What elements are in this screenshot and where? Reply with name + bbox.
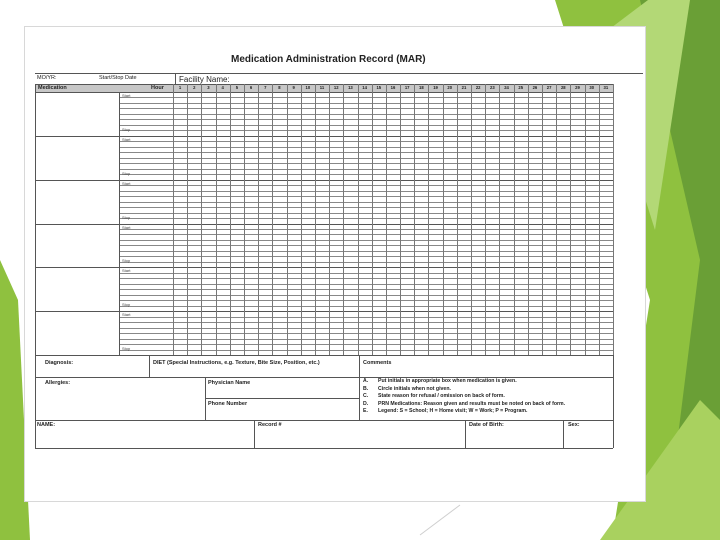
instruction-letter: D.	[363, 400, 369, 407]
instruction-text: Legend: S = School; H = Home visit; W = Work; P = Program.	[378, 408, 528, 415]
sub-row-line	[119, 350, 613, 351]
day-number: 11	[319, 84, 325, 90]
day-column-line	[428, 84, 429, 355]
day-column-line	[187, 84, 188, 355]
day-number: 15	[376, 84, 382, 90]
day-column-line	[528, 84, 529, 355]
sub-row-line	[119, 245, 613, 246]
day-column-line	[400, 84, 401, 355]
day-number: 6	[249, 84, 253, 90]
start-label: Start	[122, 268, 131, 274]
sub-row-line	[119, 147, 613, 148]
instruction-item	[363, 409, 527, 414]
day-number: 23	[490, 84, 495, 90]
lower-section-divider	[149, 355, 150, 377]
day-column-line	[372, 84, 373, 355]
sub-row-line	[119, 196, 613, 197]
mo-yr-label: MO/YR:	[37, 75, 57, 81]
physician-name-label: Physician Name	[208, 380, 251, 386]
day-column-line	[414, 84, 415, 355]
day-number: 24	[504, 84, 509, 90]
day-number: 4	[221, 84, 224, 90]
thin-shard-line	[420, 505, 460, 535]
stop-label: Stop	[122, 346, 131, 351]
sub-row-line	[119, 141, 613, 142]
day-number: 5	[235, 84, 239, 90]
physician-phone-line	[205, 398, 359, 399]
sub-row-line	[119, 114, 613, 115]
sub-row-line	[119, 333, 613, 334]
sub-row-line	[119, 339, 613, 340]
day-column-line	[216, 84, 217, 355]
stop-label: Stop	[122, 258, 131, 264]
sub-row-line	[119, 278, 613, 279]
day-number: 1	[178, 84, 182, 90]
lower-section-divider	[205, 377, 206, 420]
day-column-line	[301, 84, 302, 355]
stop-label: Stop	[122, 214, 131, 220]
day-number: 31	[603, 84, 609, 90]
sub-row-line	[119, 289, 613, 290]
instruction-item	[363, 387, 451, 392]
day-number: 10	[305, 84, 311, 90]
sub-row-line	[119, 295, 613, 296]
lower-section-divider	[563, 420, 564, 448]
sub-row-line	[119, 185, 613, 186]
diagnosis-label: Diagnosis:	[45, 360, 74, 366]
sub-row-line	[119, 251, 613, 252]
day-column-line	[457, 84, 458, 355]
day-column-line	[329, 84, 330, 355]
day-number: 22	[475, 84, 481, 90]
instruction-text: Put initials in appropriate box when medication is given.	[378, 378, 517, 384]
sub-row-line	[119, 322, 613, 323]
sub-row-line	[119, 191, 613, 192]
day-number: 13	[348, 84, 353, 90]
medication-grid	[25, 27, 647, 503]
sub-row-line	[119, 207, 613, 208]
sub-row-line	[119, 158, 613, 159]
instruction-item	[363, 394, 505, 399]
hour-header: Hour	[151, 84, 164, 91]
day-column-line	[556, 84, 557, 355]
day-number: 21	[461, 84, 467, 90]
day-number: 9	[292, 84, 295, 90]
facility-name-label: Facility Name:	[179, 75, 230, 84]
day-column-line	[272, 84, 273, 355]
day-column-line	[443, 84, 444, 355]
day-column-line	[599, 84, 600, 355]
day-number: 30	[589, 84, 595, 90]
instruction-letter: C.	[363, 393, 369, 400]
name-label: NAME:	[37, 422, 56, 428]
mar-form-sheet	[24, 26, 646, 502]
sub-row-line	[119, 163, 613, 164]
instruction-item	[363, 402, 565, 407]
day-column-line	[386, 84, 387, 355]
day-number: 17	[404, 84, 410, 90]
sub-row-line	[119, 284, 613, 285]
lower-section-divider	[613, 355, 614, 448]
sub-row-line	[119, 306, 613, 307]
start-label: Start	[122, 93, 131, 98]
day-number: 14	[362, 84, 367, 90]
sub-row-line	[119, 234, 613, 235]
day-column-line	[585, 84, 586, 355]
phone-number-label: Phone Number	[208, 401, 248, 407]
day-number: 28	[560, 84, 566, 90]
sex-label: Sex:	[568, 422, 580, 428]
instruction-text: PRN Medications: Reason given and results must be noted on back of form.	[378, 400, 566, 407]
day-column-line	[343, 84, 344, 355]
day-number: 25	[518, 84, 524, 90]
lower-section-line	[35, 355, 613, 356]
day-column-line	[287, 84, 288, 355]
day-number: 20	[447, 84, 453, 90]
sub-row-line	[119, 240, 613, 241]
lower-section-divider	[359, 355, 360, 420]
stop-label: Stop	[122, 170, 131, 176]
instruction-letter: E.	[363, 408, 368, 415]
lower-section-line	[35, 448, 613, 449]
sub-row-line	[119, 152, 613, 153]
sub-row-line	[119, 256, 613, 257]
sub-row-line	[119, 97, 613, 98]
day-column-line	[358, 84, 359, 355]
day-number: 19	[433, 84, 438, 90]
lower-section-line	[35, 377, 613, 378]
lower-section-divider	[35, 355, 36, 448]
sub-row-line	[119, 344, 613, 345]
instruction-letter: A.	[363, 378, 369, 384]
start-label: Start	[122, 224, 131, 230]
day-number: 26	[532, 84, 538, 90]
sub-row-line	[119, 103, 613, 104]
instruction-text: Circle initials when not given.	[378, 385, 451, 392]
day-column-line	[201, 84, 202, 355]
sub-row-line	[119, 213, 613, 214]
instructions-list	[363, 379, 613, 419]
day-number: 16	[390, 84, 396, 90]
day-number: 27	[546, 84, 552, 90]
stop-label: Stop	[122, 126, 131, 132]
day-column-line	[542, 84, 543, 355]
day-column-line	[514, 84, 515, 355]
day-column-line	[230, 84, 231, 355]
lower-section-divider	[465, 420, 466, 448]
sub-row-line	[119, 202, 613, 203]
sub-row-line	[119, 169, 613, 170]
day-number: 18	[419, 84, 424, 90]
day-number: 2	[193, 84, 196, 90]
comments-label: Comments	[363, 360, 392, 366]
allergies-label: Allergies:	[45, 380, 71, 386]
lower-section-divider	[254, 420, 255, 448]
sub-row-line	[119, 328, 613, 329]
sub-row-line	[119, 125, 613, 126]
day-number: 7	[264, 84, 267, 90]
medication-header: Medication	[38, 84, 67, 91]
day-number: 29	[575, 84, 580, 90]
record-number-label: Record #	[258, 422, 282, 428]
sub-row-line	[119, 229, 613, 230]
stop-label: Stop	[122, 302, 131, 308]
start-label: Start	[122, 180, 131, 186]
start-label: Start	[122, 136, 131, 142]
date-of-birth-label: Date of Birth:	[469, 422, 504, 428]
day-number: 12	[333, 84, 339, 90]
instruction-text: State reason for refusal / omission on back of form.	[378, 393, 505, 400]
day-column-line	[499, 84, 500, 355]
grid-left-border	[35, 84, 36, 355]
day-column-line	[613, 84, 614, 355]
day-number: 3	[207, 84, 210, 90]
medication-column-divider	[119, 92, 120, 355]
day-column-line	[570, 84, 571, 355]
instruction-item	[363, 379, 517, 384]
sub-row-line	[119, 273, 613, 274]
day-column-line	[315, 84, 316, 355]
day-column-line	[173, 84, 174, 355]
day-column-line	[244, 84, 245, 355]
day-column-line	[471, 84, 472, 355]
day-number: 8	[278, 84, 281, 90]
start-label: Start	[122, 312, 131, 318]
header-top-line	[35, 84, 613, 85]
sub-row-line	[119, 317, 613, 318]
sub-row-line	[119, 108, 613, 109]
day-column-line	[485, 84, 486, 355]
day-column-line	[258, 84, 259, 355]
sub-row-line	[119, 119, 613, 120]
lower-section-line	[35, 420, 613, 421]
sub-row-line	[119, 300, 613, 301]
sub-row-line	[119, 262, 613, 263]
diet-label: DIET (Special Instructions, e.g. Texture, Bite Size, Position, etc.)	[153, 360, 320, 366]
form-title: Medication Administration Record (MAR)	[231, 54, 426, 65]
instruction-letter: B.	[363, 385, 369, 392]
start-stop-date-label: Start/Stop Date	[99, 75, 137, 81]
